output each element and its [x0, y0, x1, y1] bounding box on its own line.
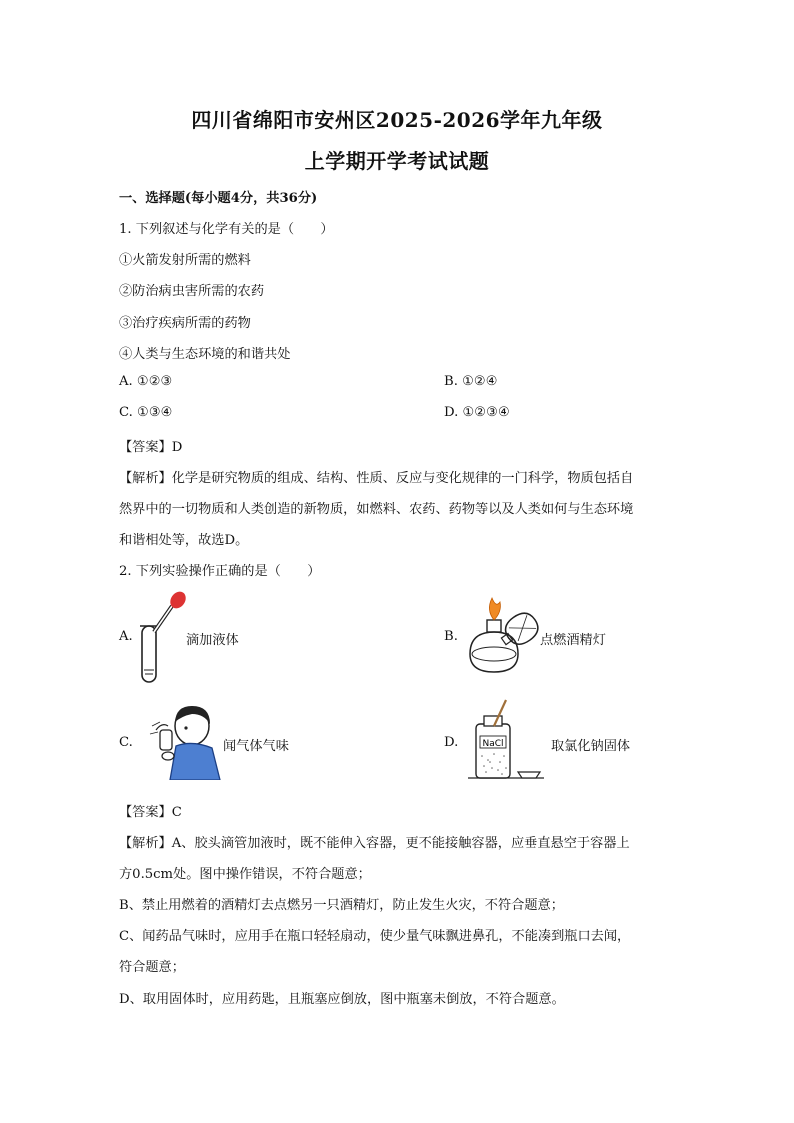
alcohol-lamp-figure	[462, 592, 546, 680]
q1-analysis-3: 和谐相处等，故选D。	[119, 533, 249, 548]
section-heading: 一、选择题(每小题4分，共36分)	[119, 191, 318, 206]
q1-item-2: ②防治病虫害所需的农药	[119, 284, 265, 299]
dropper-test-tube-figure	[134, 588, 190, 688]
q2-analysis-5: 符合题意；	[119, 960, 185, 975]
q2-option-c-letter: C.	[119, 735, 133, 750]
nacl-bottle-figure	[464, 696, 548, 782]
smelling-gas-figure	[146, 700, 224, 780]
q1-option-d: D. ①②③④	[444, 405, 510, 420]
page-title-line2: 上学期开学考试试题	[304, 149, 490, 173]
q1-option-b: B. ①②④	[444, 374, 498, 389]
q1-analysis-1: 【解析】化学是研究物质的组成、结构、性质、反应与变化规律的一门科学，物质包括自	[119, 471, 634, 486]
q2-analysis-3: B、禁止用燃着的酒精灯去点燃另一只酒精灯，防止发生火灾，不符合题意；	[119, 898, 564, 913]
q2-option-b-letter: B.	[444, 629, 458, 644]
q2-option-a-letter: A.	[119, 629, 133, 644]
q1-option-c: C. ①③④	[119, 405, 173, 420]
q2-option-d-letter: D.	[444, 735, 459, 750]
q2-option-a-caption: 滴加液体	[186, 633, 239, 648]
q1-option-a: A. ①②③	[119, 374, 173, 389]
q2-analysis-6: D、取用固体时，应用药匙，且瓶塞应倒放，图中瓶塞未倒放，不符合题意。	[119, 992, 565, 1007]
q2-analysis-2: 方0.5cm处。图中操作错误，不符合题意；	[119, 867, 371, 882]
q2-option-c-caption: 闻气体气味	[223, 739, 289, 754]
q2-analysis-4: C、闻药品气味时，应用手在瓶口轻轻扇动，使少量气味飘进鼻孔，不能凑到瓶口去闻，	[119, 929, 631, 944]
q2-option-b-caption: 点燃酒精灯	[540, 633, 606, 648]
q1-answer: 【答案】D	[119, 440, 183, 455]
q1-item-3: ③治疗疾病所需的药物	[119, 316, 251, 331]
q1-analysis-2: 然界中的一切物质和人类创造的新物质，如燃料、农药、药物等以及人类如何与生态环境	[119, 502, 634, 517]
q1-stem: 1. 下列叙述与化学有关的是（ ）	[119, 222, 334, 237]
q2-option-d-caption: 取氯化钠固体	[551, 739, 631, 754]
page-title-line1: 四川省绵阳市安州区2025-2026学年九年级	[191, 108, 603, 132]
nacl-label: NaCl	[482, 739, 504, 749]
q2-stem: 2. 下列实验操作正确的是（ ）	[119, 564, 321, 579]
q1-item-1: ①火箭发射所需的燃料	[119, 253, 251, 268]
q2-analysis-1: 【解析】A、胶头滴管加液时，既不能伸入容器，更不能接触容器，应垂直悬空于容器上	[119, 836, 630, 851]
q2-answer: 【答案】C	[119, 805, 182, 820]
q1-item-4: ④人类与生态环境的和谐共处	[119, 347, 291, 362]
